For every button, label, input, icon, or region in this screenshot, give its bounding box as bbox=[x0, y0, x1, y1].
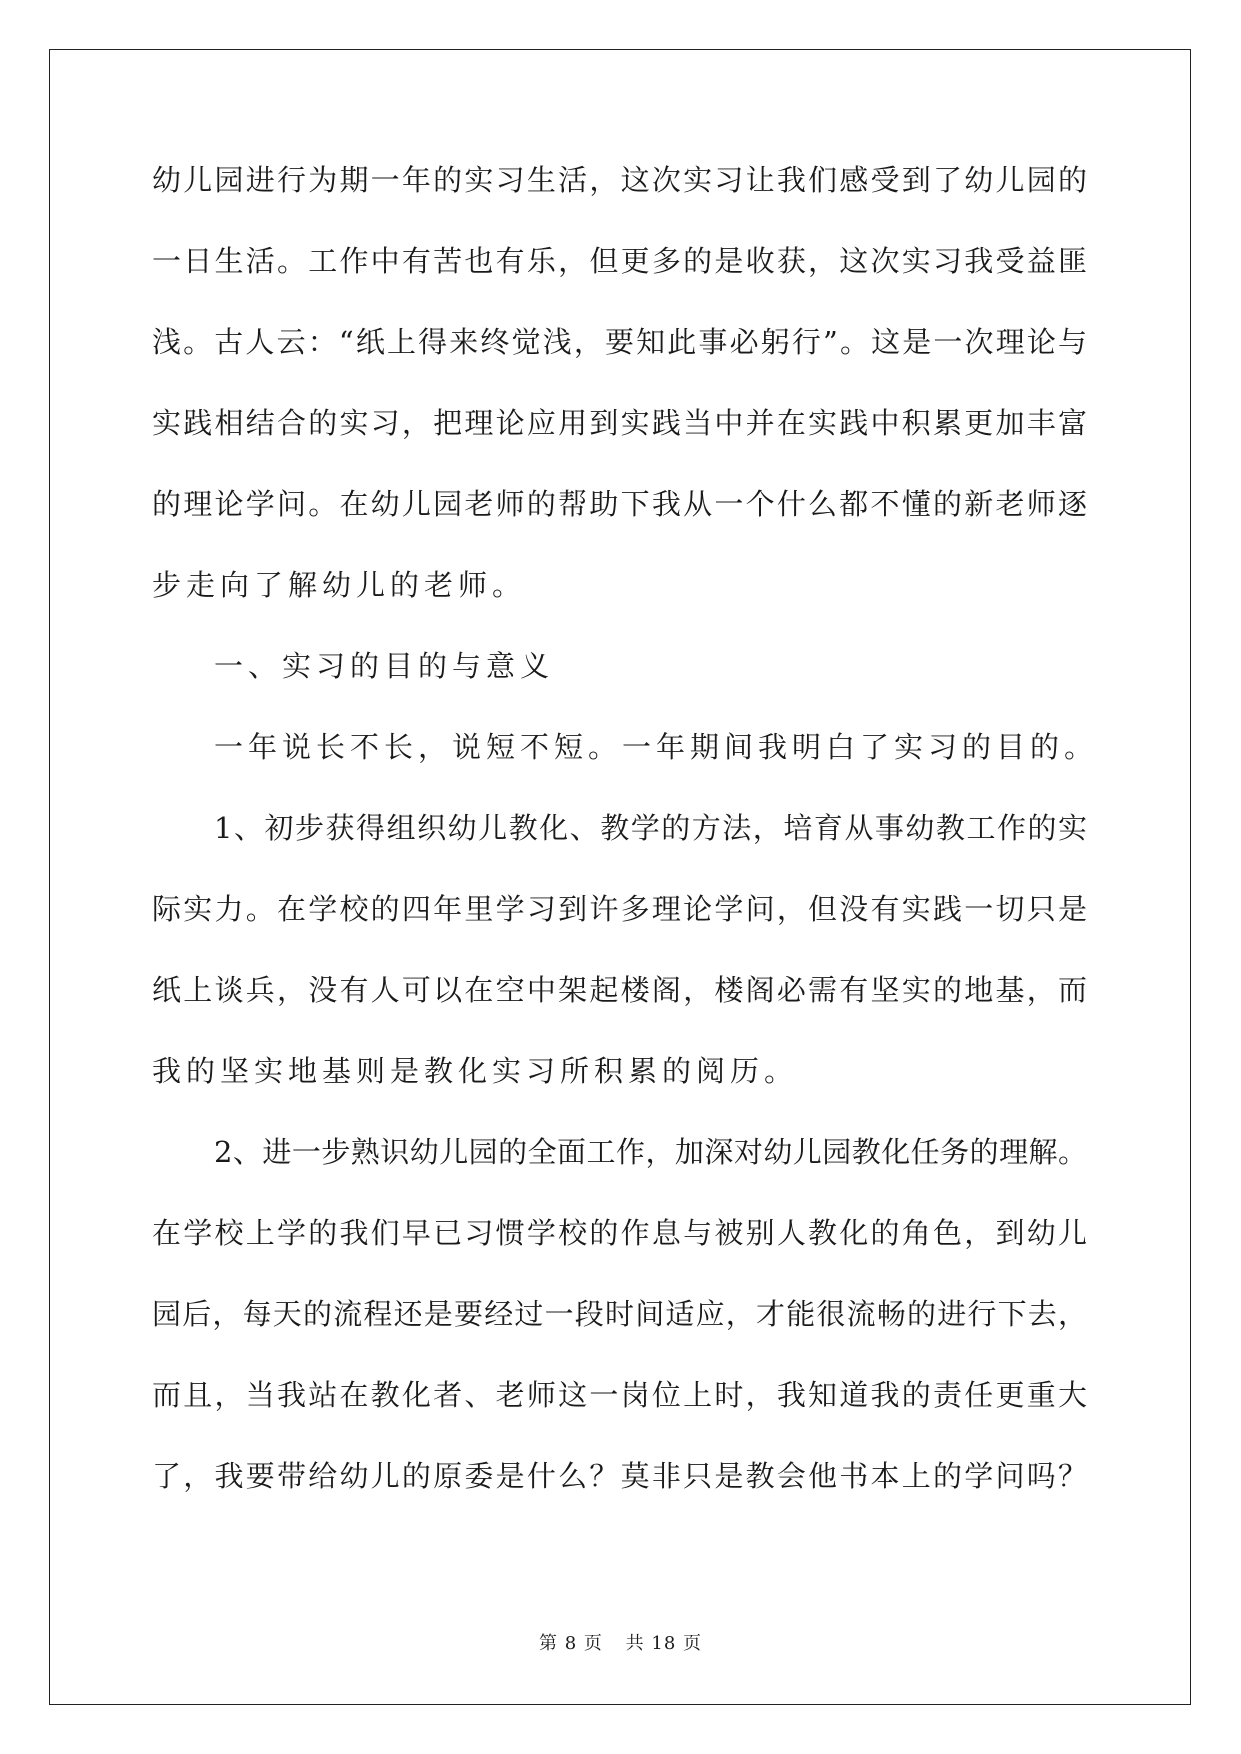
document-body bbox=[152, 160, 1099, 1537]
paragraph-line: 步走向了解幼儿的老师。 bbox=[152, 568, 527, 602]
paragraph-line: 园后，每天的流程还是要经过一段时间适应，才能很流畅的进行下去， bbox=[152, 1297, 1087, 1331]
paragraph-line: 1、初步获得组织幼儿教化、教学的方法，培育从事幼教工作的实 bbox=[214, 811, 1087, 845]
section-heading: 一、实习的目的与意义 bbox=[214, 649, 555, 683]
paragraph-line: 浅。古人云：“纸上得来终觉浅，要知此事必躬行”。这是一次理论与 bbox=[152, 325, 1087, 359]
paragraph-line: 我的坚实地基则是教化实习所积累的阅历。 bbox=[152, 1054, 799, 1088]
paragraph-line: 一日生活。工作中有苦也有乐，但更多的是收获，这次实习我受益匪 bbox=[152, 244, 1087, 278]
page-number: 第 8 页 bbox=[539, 1633, 603, 1654]
paragraph-line: 实践相结合的实习，把理论应用到实践当中并在实践中积累更加丰富 bbox=[152, 406, 1087, 440]
paragraph-line: 的理论学问。在幼儿园老师的帮助下我从一个什么都不懂的新老师逐 bbox=[152, 487, 1087, 521]
paragraph-line: 而且，当我站在教化者、老师这一岗位上时，我知道我的责任更重大 bbox=[152, 1378, 1087, 1412]
paragraph-line: 际实力。在学校的四年里学习到许多理论学问，但没有实践一切只是 bbox=[152, 892, 1087, 926]
paragraph-line: 在学校上学的我们早已习惯学校的作息与被别人教化的角色，到幼儿 bbox=[152, 1216, 1087, 1250]
paragraph-line: 纸上谈兵，没有人可以在空中架起楼阁，楼阁必需有坚实的地基，而 bbox=[152, 973, 1087, 1007]
paragraph-line: 2、进一步熟识幼儿园的全面工作，加深对幼儿园教化任务的理解。 bbox=[214, 1135, 1087, 1169]
paragraph-line: 幼儿园进行为期一年的实习生活，这次实习让我们感受到了幼儿园的 bbox=[152, 163, 1087, 197]
paragraph-line: 了，我要带给幼儿的原委是什么？莫非只是教会他书本上的学问吗？ bbox=[152, 1459, 1087, 1493]
paragraph-line: 一年说长不长，说短不短。一年期间我明白了实习的目的。 bbox=[214, 730, 1099, 764]
page-footer bbox=[0, 1629, 1241, 1655]
page-total: 共 18 页 bbox=[625, 1633, 702, 1654]
